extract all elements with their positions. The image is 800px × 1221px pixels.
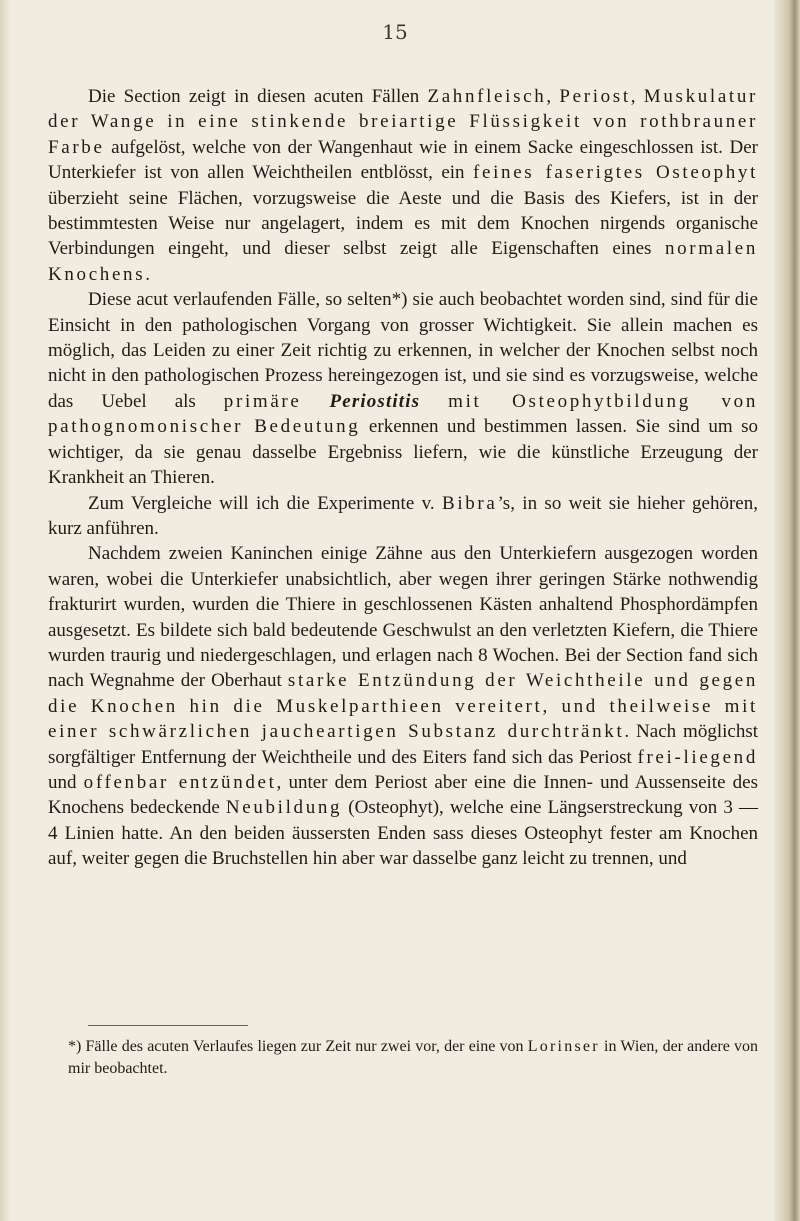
text-run: Diese acut verlaufenden Fälle, so selten*) sie auch beobachtet worden sind, sind für die Einsicht in den pathologischen Vorgang von grosser Wichtigkeit. Sie allein machen es möglich, das Leiden zu einer Zeit richtig zu erkennen, in welcher der Knochen selbst noch nicht in den pathologischen Prozess hereingezogen ist, und sie sind es vorzugsweise, welche das Uebel als <box>48 289 758 412</box>
page-number: 15 <box>382 20 408 44</box>
text-run: . Nach möglichst sorgfältiger Entfernung der Weichtheile und des Eiters fand sich das Periost <box>48 721 758 768</box>
spaced-emphasis: normalen Knochens <box>48 238 758 285</box>
paragraph <box>48 84 758 287</box>
spaced-emphasis: offenbar entzündet <box>83 771 277 793</box>
text-run: aufgelöst, welche von der Wangenhaut wie in einem Sacke eingeschlossen ist. Der Unterkiefer ist von allen Weichtheilen entblösst, ein <box>48 136 758 184</box>
text-run <box>302 391 330 412</box>
main-text <box>48 84 758 872</box>
text-run: Nachdem zweien Kaninchen einige Zähne aus den Unterkiefern ausgezogen worden waren, wobei die Unterkiefer unabsichtlich, aber wegen ihrer geringen Stärke nothwendig frakturirt wurden, wurden die Thiere in geschlossenen Kästen anhaltend Phosphordämpfen ausgesetzt. Es bildete sich bald bedeutende Geschwulst an den verletzten Kiefern, die Thiere wurden traurig und niedergeschlagen, und erlagen nach 8 Wochen. Bei der Section fand sich nach Wegnahme der Oberhaut <box>48 543 758 692</box>
page-left-shadow <box>0 0 10 1221</box>
text-run <box>420 391 448 412</box>
page-right-edge <box>774 0 800 1221</box>
text-run: ’s, in so weit sie hieher gehören, kurz anführen. <box>48 492 758 539</box>
text-run: erkennen und bestimmen lassen. Sie sind um so wichtiger, da sie genau dasselbe Ergebniss liefern, wie die künstliche Erzeugung der Krankheit an Thieren. <box>48 416 759 489</box>
spaced-emphasis: primäre <box>223 390 302 412</box>
footnote-divider <box>88 1025 248 1026</box>
paragraph <box>48 541 758 871</box>
paragraph <box>48 491 758 542</box>
spaced-emphasis: feines faserigtes Osteophyt <box>473 162 759 184</box>
spaced-emphasis: Lorinser <box>527 1038 600 1055</box>
text-run: , <box>546 86 560 107</box>
spaced-emphasis: Neubildung <box>225 797 343 819</box>
text-run: *) Fälle des acuten Verlaufes liegen zur Zeit nur zwei vor, der eine von <box>68 1038 528 1055</box>
italic-term: Periostitis <box>329 390 421 412</box>
text-run: , unter dem Periost aber eine die Innen- und Aussenseite des Knochens bedeckende <box>48 771 758 819</box>
text-run: , <box>630 86 644 107</box>
spaced-emphasis: frei-liegend <box>637 746 758 768</box>
spaced-emphasis: mit Osteophytbildung von pathognomonischer Bedeutung <box>48 390 758 438</box>
footnote <box>68 1036 758 1080</box>
spaced-emphasis: Bibra <box>442 492 498 514</box>
text-run: (Osteophyt), welche eine Längserstreckung von 3 — 4 Linien hatte. An den beiden äussersten Enden sass dieses Osteophyt fester am Knochen auf, weiter gegen die Bruchstellen hin aber war dasselbe ganz leicht zu trennen, und <box>48 797 758 870</box>
text-run: in Wien, der andere von mir beobachtet. <box>68 1038 758 1077</box>
footnote-text <box>68 1036 758 1080</box>
paragraph <box>48 287 758 490</box>
text-run: und <box>48 771 84 793</box>
spaced-emphasis: Zahnfleisch <box>427 86 547 107</box>
text-run: überzieht seine Flächen, vorzugsweise die Aeste und die Basis des Kiefers, ist in der bestimmtesten Weise nur angelagert, indem es mit dem Knochen nirgends organische Verbindungen eingeht, und dieser selbst zeigt alle Eigenschaften eines <box>48 187 758 260</box>
spaced-emphasis: Muskulatur der Wange in eine stinkende breiartige Flüssigkeit von rothbrauner Farbe <box>48 86 759 158</box>
spaced-emphasis: starke Entzündung der Weichtheile und gegen die Knochen hin die Muskelparthieen vereitert, und theilweise mit einer schwärzlichen jaucheartigen Substanz durchtränkt <box>48 670 759 743</box>
text-run: Die Section zeigt in diesen acuten Fällen <box>88 86 428 107</box>
text-run: Zum Vergleiche will ich die Experimente v. <box>88 492 442 514</box>
text-run: . <box>145 263 151 285</box>
spaced-emphasis: Periost <box>559 86 631 107</box>
